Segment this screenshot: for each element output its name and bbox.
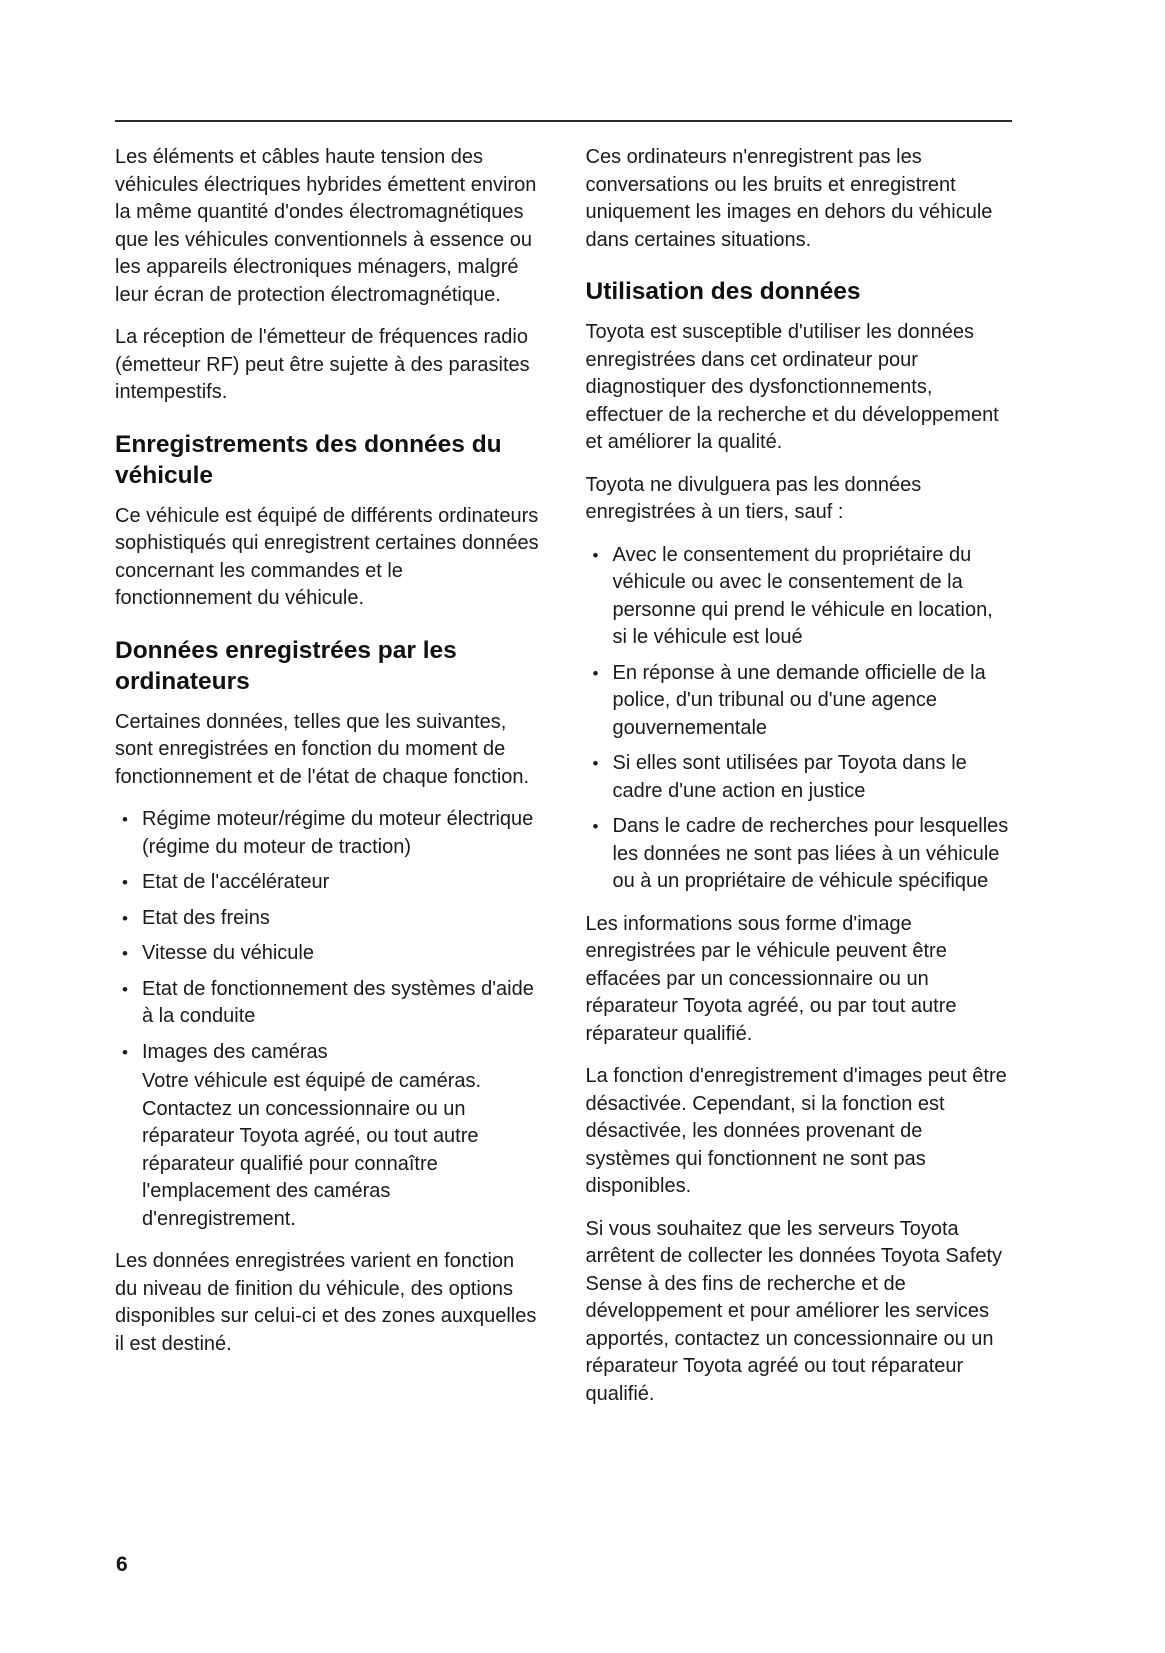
bullet-text: Images des caméras bbox=[142, 1040, 328, 1063]
bullet-text: Etat des freins bbox=[142, 906, 270, 929]
left-column bbox=[115, 144, 542, 1423]
bullet-item bbox=[586, 660, 1013, 743]
bullet-text: Etat de fonctionnement des systèmes d'aide à la conduite bbox=[142, 977, 534, 1027]
paragraph-divulgation: Toyota ne divulguera pas les données enregistrées à un tiers, sauf : bbox=[585, 473, 922, 523]
bullet-item bbox=[115, 976, 542, 1031]
paragraph-effacement: Les informations sous forme d'image enregistrées par le véhicule peuvent être effacées par un concessionnaire ou un réparateur Toyota agréé, ou par tout autre réparateur qualifié. bbox=[585, 912, 957, 1045]
bullet-item bbox=[115, 940, 542, 968]
paragraph-variation: Les données enregistrées varient en fonction du niveau de finition du véhicule, des options disponibles sur celui-ci et des zones auxquelles il est destiné. bbox=[115, 1250, 537, 1355]
section-heading-enregistrements: Enregistrements des données du véhicule bbox=[115, 430, 502, 489]
bullet-text: Si elles sont utilisées par Toyota dans le cadre d'une action en justice bbox=[612, 752, 967, 802]
section-heading-donnees-enregistrees: Données enregistrées par les ordinateurs bbox=[115, 636, 457, 695]
bullet-item bbox=[586, 750, 1013, 805]
two-column-layout bbox=[115, 144, 1012, 1423]
bullet-item bbox=[115, 869, 542, 897]
bullet-list-donnees bbox=[115, 806, 542, 1233]
page-content bbox=[115, 120, 1012, 1423]
paragraph-ordinateurs: Ces ordinateurs n'enregistrent pas les conversations ou les bruits et enregistrent uniquement les images en dehors du véhicule dans certaines situations. bbox=[585, 146, 993, 251]
bullet-item bbox=[115, 1039, 542, 1234]
bullet-text: Régime moteur/régime du moteur électrique (régime du moteur de traction) bbox=[142, 808, 534, 858]
bullet-text: Etat de l'accélérateur bbox=[142, 871, 330, 893]
paragraph-reception-rf: La réception de l'émetteur de fréquences radio (émetteur RF) peut être sujette à des parasites intempestifs. bbox=[115, 326, 530, 403]
paragraph-serveurs: Si vous souhaitez que les serveurs Toyota arrêtent de collecter les données Toyota Safety Sense à des fins de recherche et de développement et pour améliorer les services apportés, contactez un concessionnaire ou un réparateur Toyota agréé ou tout réparateur qualifié. bbox=[585, 1217, 1003, 1405]
paragraph-haute-tension: Les éléments et câbles haute tension des véhicules électriques hybrides émettent environ la même quantité d'ondes électromagnétiques que les véhicules conventionnels à essence ou les appareils électroniques ménagers, malgré leur écran de protection électromagnétique. bbox=[115, 146, 537, 306]
paragraph-toyota-utiliser: Toyota est susceptible d'utiliser les données enregistrées dans cet ordinateur pour diagnostiquer des dysfonctionnements, effectuer de la recherche et du développement et améliorer la qualité. bbox=[585, 321, 999, 453]
paragraph-certaines-donnees: Certaines données, telles que les suivantes, sont enregistrées en fonction du moment de fonctionnement et de l'état de chaque fonction. bbox=[115, 710, 530, 788]
bullet-list-divulgation bbox=[586, 542, 1013, 896]
bullet-text: En réponse à une demande officielle de la police, d'un tribunal ou d'une agence gouvernementale bbox=[612, 661, 986, 739]
section-heading-utilisation: Utilisation des données bbox=[585, 278, 861, 305]
bullet-item bbox=[115, 806, 542, 861]
paragraph-vehicule-equipe: Ce véhicule est équipé de différents ordinateurs sophistiqués qui enregistrent certaines données concernant les commandes et le fonctionnement du véhicule. bbox=[115, 504, 539, 609]
bullet-text: Avec le consentement du propriétaire du véhicule ou avec le consentement de la personne qui prend le véhicule en location, si le véhicule est loué bbox=[612, 543, 993, 648]
bullet-item bbox=[586, 813, 1013, 896]
bullet-text: Dans le cadre de recherches pour lesquelles les données ne sont pas liées à un véhicule ou à un propriétaire de véhicule spécifique bbox=[612, 815, 1009, 892]
page-number: 6 bbox=[116, 1553, 128, 1576]
bullet-text: Vitesse du véhicule bbox=[142, 942, 314, 964]
paragraph-desactivation: La fonction d'enregistrement d'images peut être désactivée. Cependant, si la fonction est désactivée, les données provenant de systèmes qui fonctionnent ne sont pas disponibles. bbox=[585, 1065, 1007, 1197]
top-rule bbox=[115, 120, 1012, 122]
bullet-item bbox=[115, 905, 542, 933]
right-column bbox=[586, 144, 1013, 1423]
bullet-note-cameras: Votre véhicule est équipé de caméras. Contactez un concessionnaire ou un réparateur Toyota agréé, ou tout autre réparateur qualifié pour connaître l'emplacement des caméras d'enregistrement. bbox=[142, 1070, 482, 1230]
bullet-item bbox=[586, 542, 1013, 652]
